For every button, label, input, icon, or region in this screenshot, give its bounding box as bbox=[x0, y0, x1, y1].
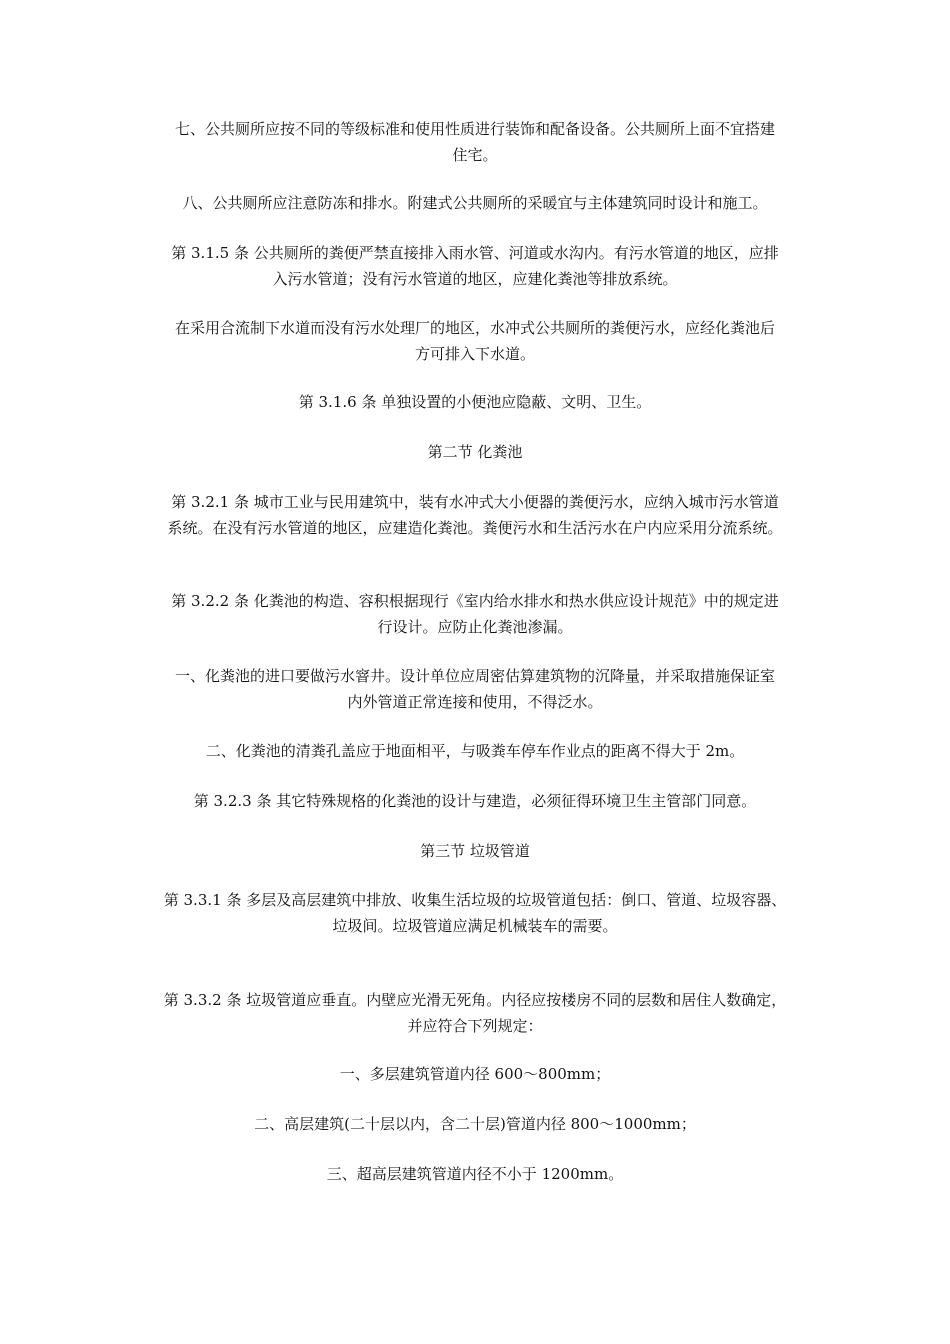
list-item-highrise bbox=[140, 1111, 810, 1137]
text-line: 第 3.3.1 条 多层及高层建筑中排放、收集生活垃圾的垃圾管道包括：倒口、管道、垃圾容器、 bbox=[163, 891, 787, 909]
paragraph-septic-cleanout bbox=[140, 738, 810, 764]
text-line: 第二节 化粪池 bbox=[427, 443, 523, 461]
text-line: 第 3.1.5 条 公共厕所的粪便严禁直接排入雨水管、河道或水沟内。有污水管道的地区，应排 bbox=[171, 244, 779, 262]
text-line: 在采用合流制下水道而没有污水处理厂的地区，水冲式公共厕所的粪便污水，应经化粪池后 bbox=[174, 319, 775, 337]
section-heading-septic-tank bbox=[140, 439, 810, 465]
text-line: 住宅。 bbox=[452, 146, 498, 164]
paragraph-article-3-2-3 bbox=[140, 788, 810, 814]
section-heading-garbage-chute bbox=[140, 838, 810, 864]
paragraph-public-toilet-decoration bbox=[140, 116, 810, 168]
paragraph-article-3-3-2 bbox=[140, 987, 810, 1039]
text-line: 并应符合下列规定： bbox=[407, 1017, 543, 1035]
paragraph-article-3-2-1 bbox=[140, 489, 810, 541]
text-line: 第三节 垃圾管道 bbox=[420, 842, 530, 860]
text-line: 系统。在没有污水管道的地区，应建造化粪池。粪便污水和生活污水在户内应采用分流系统。 bbox=[167, 519, 783, 537]
text-line: 垃圾间。垃圾管道应满足机械装车的需要。 bbox=[332, 917, 618, 935]
paragraph-article-3-1-5 bbox=[140, 240, 810, 292]
text-line: 第 3.2.2 条 化粪池的构造、容积根据现行《室内给水排水和热水供应设计规范》中的规定进 bbox=[171, 592, 779, 610]
text-line: 二、高层建筑(二十层以内，含二十层)管道内径 800～1000mm； bbox=[254, 1115, 696, 1133]
list-item-super-highrise bbox=[140, 1161, 810, 1187]
paragraph-combined-sewer bbox=[140, 315, 810, 367]
text-line: 第 3.3.2 条 垃圾管道应垂直。内壁应光滑无死角。内径应按楼房不同的层数和居住人数确定， bbox=[163, 991, 787, 1009]
paragraph-septic-inlet bbox=[140, 663, 810, 715]
text-line: 方可排入下水道。 bbox=[414, 345, 535, 363]
text-line: 入污水管道；没有污水管道的地区，应建化粪池等排放系统。 bbox=[272, 270, 678, 288]
paragraph-article-3-2-2 bbox=[140, 588, 810, 640]
text-line: 二、化粪池的清粪孔盖应于地面相平，与吸粪车停车作业点的距离不得大于 2m。 bbox=[205, 742, 745, 760]
text-line: 七、公共厕所应按不同的等级标准和使用性质进行装饰和配备设备。公共厕所上面不宜搭建 bbox=[174, 120, 775, 138]
paragraph-article-3-3-1 bbox=[140, 887, 810, 939]
paragraph-public-toilet-drainage bbox=[140, 190, 810, 216]
text-line: 一、多层建筑管道内径 600～800mm； bbox=[339, 1065, 611, 1083]
text-line: 第 3.1.6 条 单独设置的小便池应隐蔽、文明、卫生。 bbox=[298, 393, 652, 411]
text-line: 第 3.2.1 条 城市工业与民用建筑中，装有水冲式大小便器的粪便污水，应纳入城市污水管道 bbox=[171, 493, 779, 511]
paragraph-article-3-1-6 bbox=[140, 389, 810, 415]
text-line: 八、公共厕所应注意防冻和排水。附建式公共厕所的采暖宜与主体建筑同时设计和施工。 bbox=[182, 194, 768, 212]
text-line: 一、化粪池的进口要做污水窨井。设计单位应周密估算建筑物的沉降量，并采取措施保证室 bbox=[174, 667, 775, 685]
text-line: 三、超高层建筑管道内径不小于 1200mm。 bbox=[326, 1165, 624, 1183]
text-line: 第 3.2.3 条 其它特殊规格的化粪池的设计与建造，必须征得环境卫生主管部门同意。 bbox=[193, 792, 757, 810]
text-line: 内外管道正常连接和使用，不得泛水。 bbox=[347, 693, 603, 711]
list-item-multistory bbox=[140, 1061, 810, 1087]
text-line: 行设计。应防止化粪池渗漏。 bbox=[377, 618, 573, 636]
